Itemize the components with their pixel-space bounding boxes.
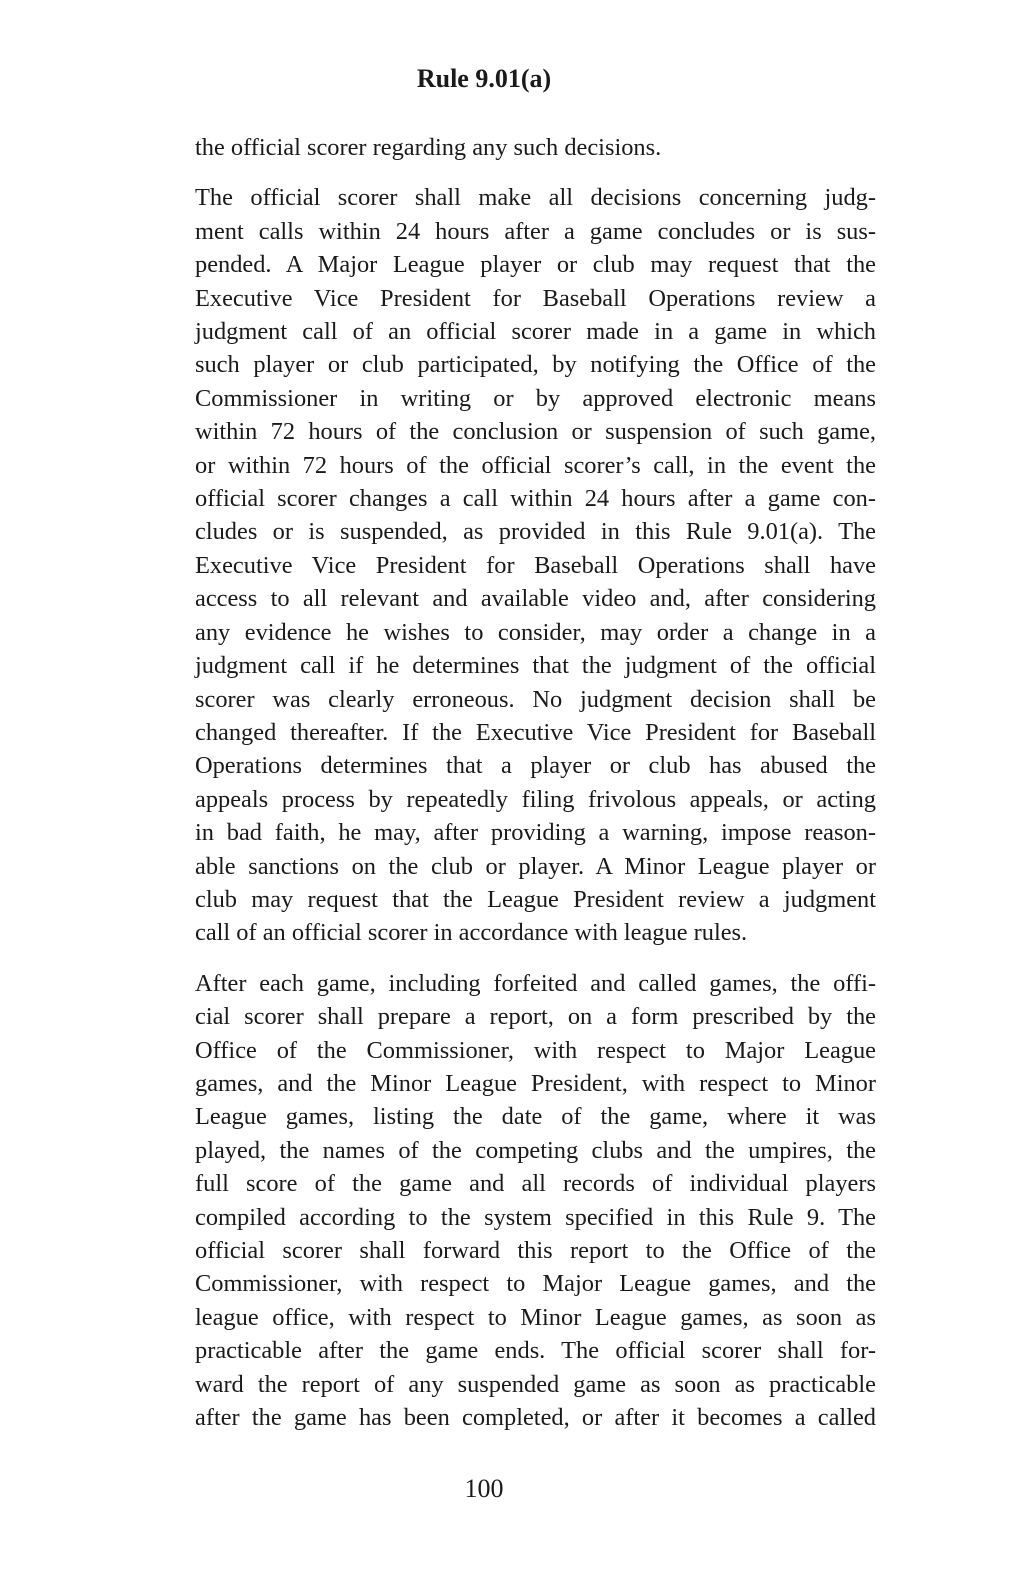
text-line: or within 72 hours of the official scorer’s call, in the event the	[195, 451, 876, 479]
text-line: Executive Vice President for Baseball Operations shall have	[195, 551, 876, 579]
text-line: ment calls within 24 hours after a game concludes or is sus-	[195, 217, 876, 245]
text-line: official scorer changes a call within 24 hours after a game con-	[195, 485, 876, 513]
text-line: played, the names of the competing clubs and the umpires, the	[195, 1136, 876, 1164]
text-line: Operations determines that a player or club has abused the	[195, 752, 876, 780]
text-line: such player or club participated, by notifying the Office of the	[195, 351, 876, 379]
text-line: within 72 hours of the conclusion or suspension of such game,	[195, 418, 876, 446]
text-line: games, and the Minor League President, with respect to Minor	[195, 1069, 876, 1097]
text-line: judgment call of an official scorer made in a game in which	[195, 318, 876, 346]
text-line: in bad faith, he may, after providing a warning, impose reason-	[195, 819, 876, 847]
page-number: 100	[464, 1474, 504, 1503]
text-line: After each game, including forfeited and called games, the offi-	[195, 969, 876, 997]
text-line: ward the report of any suspended game as soon as practicable	[195, 1370, 876, 1398]
text-line: appeals process by repeatedly filing frivolous appeals, or acting	[195, 785, 876, 813]
text-line: Office of the Commissioner, with respect to Major League	[195, 1036, 876, 1064]
text-line: Commissioner in writing or by approved electronic means	[195, 384, 876, 412]
text-line: call of an official scorer in accordance with league rules.	[195, 919, 748, 947]
text-line: scorer was clearly erroneous. No judgment decision shall be	[195, 685, 876, 713]
text-line: Commissioner, with respect to Major League games, and the	[195, 1270, 876, 1298]
running-head: Rule 9.01(a)	[416, 64, 552, 93]
text-line: any evidence he wishes to consider, may order a change in a	[195, 618, 876, 646]
text-line: League games, listing the date of the game, where it was	[195, 1103, 876, 1131]
paragraph-continuation: the official scorer regarding any such decisions.	[195, 134, 662, 161]
text-line: able sanctions on the club or player. A Minor League player or	[195, 852, 876, 880]
paragraph-judgment-calls	[195, 181, 876, 949]
text-line: The official scorer shall make all decisions concerning judg-	[195, 184, 876, 212]
text-line: Executive Vice President for Baseball Operations review a	[195, 284, 876, 312]
text-line: changed thereafter. If the Executive Vice President for Baseball	[195, 718, 876, 746]
text-line: cludes or is suspended, as provided in this Rule 9.01(a). The	[195, 518, 876, 546]
text-line: practicable after the game ends. The official scorer shall for-	[195, 1337, 876, 1365]
text-line: judgment call if he determines that the judgment of the official	[195, 652, 876, 680]
body-text	[195, 131, 876, 1434]
text-line: full score of the game and all records of individual players	[195, 1170, 876, 1198]
text-line: after the game has been completed, or after it becomes a called	[195, 1404, 876, 1432]
paragraph-scorer-report	[195, 967, 876, 1435]
text-line: pended. A Major League player or club may request that the	[195, 251, 876, 279]
text-line: league office, with respect to Minor League games, as soon as	[195, 1303, 876, 1331]
text-line: compiled according to the system specified in this Rule 9. The	[195, 1203, 876, 1231]
text-line: access to all relevant and available video and, after considering	[195, 585, 876, 613]
text-line: official scorer shall forward this report to the Office of the	[195, 1237, 876, 1264]
text-line: cial scorer shall prepare a report, on a form prescribed by the	[195, 1003, 876, 1031]
text-line: club may request that the League President review a judgment	[195, 885, 876, 913]
